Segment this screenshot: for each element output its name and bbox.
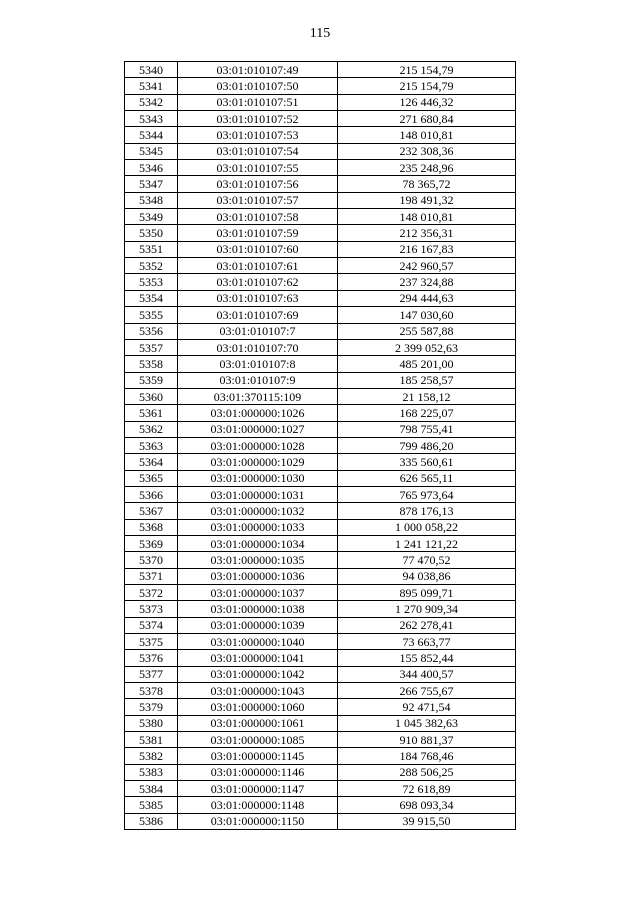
cadastral-number-cell: 03:01:000000:1026 <box>178 405 338 421</box>
cadastral-number-cell: 03:01:000000:1061 <box>178 715 338 731</box>
cadastral-number-cell: 03:01:000000:1146 <box>178 764 338 780</box>
cadastral-number-cell: 03:01:010107:61 <box>178 258 338 274</box>
cadastral-value-cell: 94 038,86 <box>338 568 516 584</box>
cadastral-value-cell: 271 680,84 <box>338 111 516 127</box>
table-row <box>125 258 516 274</box>
row-number-cell: 5376 <box>125 650 178 666</box>
cadastral-number-cell: 03:01:010107:9 <box>178 372 338 388</box>
row-number-cell: 5353 <box>125 274 178 290</box>
cadastral-value-cell: 72 618,89 <box>338 781 516 797</box>
row-number-cell: 5345 <box>125 143 178 159</box>
cadastral-number-cell: 03:01:010107:53 <box>178 127 338 143</box>
table-row <box>125 535 516 551</box>
table-row <box>125 209 516 225</box>
table-row <box>125 732 516 748</box>
cadastral-value-cell: 155 852,44 <box>338 650 516 666</box>
cadastral-value-cell: 168 225,07 <box>338 405 516 421</box>
table-body <box>125 62 516 830</box>
cadastral-value-cell: 184 768,46 <box>338 748 516 764</box>
table-row <box>125 715 516 731</box>
cadastral-value-cell: 237 324,88 <box>338 274 516 290</box>
cadastral-value-cell: 266 755,67 <box>338 683 516 699</box>
cadastral-number-cell: 03:01:000000:1040 <box>178 634 338 650</box>
cadastral-value-cell: 77 470,52 <box>338 552 516 568</box>
table-row <box>125 748 516 764</box>
cadastral-value-cell: 1 045 382,63 <box>338 715 516 731</box>
cadastral-value-cell: 698 093,34 <box>338 797 516 813</box>
row-number-cell: 5366 <box>125 486 178 502</box>
cadastral-value-cell: 344 400,57 <box>338 666 516 682</box>
table-row <box>125 470 516 486</box>
page-number: 115 <box>309 26 331 41</box>
cadastral-number-cell: 03:01:000000:1147 <box>178 781 338 797</box>
cadastral-number-cell: 03:01:010107:56 <box>178 176 338 192</box>
cadastral-number-cell: 03:01:000000:1032 <box>178 503 338 519</box>
row-number-cell: 5343 <box>125 111 178 127</box>
cadastral-value-cell: 626 565,11 <box>338 470 516 486</box>
cadastral-value-cell: 1 000 058,22 <box>338 519 516 535</box>
cadastral-value-cell: 232 308,36 <box>338 143 516 159</box>
cadastral-value-cell: 147 030,60 <box>338 307 516 323</box>
row-number-cell: 5385 <box>125 797 178 813</box>
row-number-cell: 5377 <box>125 666 178 682</box>
cadastral-value-cell: 78 365,72 <box>338 176 516 192</box>
table-row <box>125 274 516 290</box>
table-row <box>125 650 516 666</box>
table-row <box>125 568 516 584</box>
row-number-cell: 5349 <box>125 209 178 225</box>
cadastral-value-cell: 242 960,57 <box>338 258 516 274</box>
cadastral-value-table <box>124 61 516 830</box>
cadastral-number-cell: 03:01:010107:57 <box>178 192 338 208</box>
cadastral-number-cell: 03:01:000000:1038 <box>178 601 338 617</box>
cadastral-value-cell: 92 471,54 <box>338 699 516 715</box>
cadastral-number-cell: 03:01:010107:55 <box>178 160 338 176</box>
row-number-cell: 5346 <box>125 160 178 176</box>
row-number-cell: 5350 <box>125 225 178 241</box>
cadastral-number-cell: 03:01:010107:51 <box>178 94 338 110</box>
cadastral-value-cell: 1 241 121,22 <box>338 535 516 551</box>
cadastral-number-cell: 03:01:010107:70 <box>178 339 338 355</box>
cadastral-number-cell: 03:01:000000:1043 <box>178 683 338 699</box>
row-number-cell: 5354 <box>125 290 178 306</box>
table-row <box>125 503 516 519</box>
cadastral-value-cell: 198 491,32 <box>338 192 516 208</box>
table-row <box>125 160 516 176</box>
table-row <box>125 486 516 502</box>
cadastral-value-cell: 799 486,20 <box>338 437 516 453</box>
cadastral-number-cell: 03:01:000000:1033 <box>178 519 338 535</box>
cadastral-value-cell: 288 506,25 <box>338 764 516 780</box>
cadastral-number-cell: 03:01:000000:1034 <box>178 535 338 551</box>
row-number-cell: 5347 <box>125 176 178 192</box>
cadastral-number-cell: 03:01:000000:1039 <box>178 617 338 633</box>
table-row <box>125 290 516 306</box>
row-number-cell: 5369 <box>125 535 178 551</box>
row-number-cell: 5375 <box>125 634 178 650</box>
table-row <box>125 225 516 241</box>
row-number-cell: 5355 <box>125 307 178 323</box>
row-number-cell: 5362 <box>125 421 178 437</box>
table-row <box>125 634 516 650</box>
cadastral-value-cell: 73 663,77 <box>338 634 516 650</box>
cadastral-value-cell: 212 356,31 <box>338 225 516 241</box>
cadastral-number-cell: 03:01:000000:1029 <box>178 454 338 470</box>
cadastral-value-cell: 2 399 052,63 <box>338 339 516 355</box>
cadastral-number-cell: 03:01:000000:1036 <box>178 568 338 584</box>
cadastral-number-cell: 03:01:000000:1031 <box>178 486 338 502</box>
row-number-cell: 5360 <box>125 388 178 404</box>
row-number-cell: 5384 <box>125 781 178 797</box>
cadastral-number-cell: 03:01:010107:8 <box>178 356 338 372</box>
cadastral-number-cell: 03:01:010107:60 <box>178 241 338 257</box>
table-row <box>125 176 516 192</box>
cadastral-value-cell: 215 154,79 <box>338 62 516 78</box>
cadastral-value-cell: 126 446,32 <box>338 94 516 110</box>
cadastral-number-cell: 03:01:000000:1145 <box>178 748 338 764</box>
cadastral-value-cell: 215 154,79 <box>338 78 516 94</box>
cadastral-value-cell: 21 158,12 <box>338 388 516 404</box>
table-row <box>125 241 516 257</box>
cadastral-number-cell: 03:01:010107:69 <box>178 307 338 323</box>
table-row <box>125 94 516 110</box>
table-row <box>125 585 516 601</box>
row-number-cell: 5342 <box>125 94 178 110</box>
table-row <box>125 372 516 388</box>
row-number-cell: 5358 <box>125 356 178 372</box>
table-row <box>125 127 516 143</box>
table-row <box>125 78 516 94</box>
row-number-cell: 5386 <box>125 813 178 829</box>
table-row <box>125 421 516 437</box>
table-row <box>125 339 516 355</box>
table-row <box>125 388 516 404</box>
table-row <box>125 519 516 535</box>
row-number-cell: 5378 <box>125 683 178 699</box>
cadastral-value-cell: 148 010,81 <box>338 127 516 143</box>
cadastral-number-cell: 03:01:000000:1041 <box>178 650 338 666</box>
row-number-cell: 5381 <box>125 732 178 748</box>
cadastral-number-cell: 03:01:010107:54 <box>178 143 338 159</box>
table-row <box>125 781 516 797</box>
table-row <box>125 307 516 323</box>
table-row <box>125 437 516 453</box>
cadastral-value-cell: 294 444,63 <box>338 290 516 306</box>
cadastral-value-cell: 185 258,57 <box>338 372 516 388</box>
cadastral-value-cell: 485 201,00 <box>338 356 516 372</box>
table-row <box>125 192 516 208</box>
cadastral-number-cell: 03:01:010107:50 <box>178 78 338 94</box>
row-number-cell: 5361 <box>125 405 178 421</box>
row-number-cell: 5352 <box>125 258 178 274</box>
cadastral-number-cell: 03:01:010107:52 <box>178 111 338 127</box>
row-number-cell: 5363 <box>125 437 178 453</box>
cadastral-number-cell: 03:01:010107:7 <box>178 323 338 339</box>
row-number-cell: 5344 <box>125 127 178 143</box>
table-row <box>125 699 516 715</box>
cadastral-value-cell: 255 587,88 <box>338 323 516 339</box>
cadastral-value-cell: 262 278,41 <box>338 617 516 633</box>
cadastral-number-cell: 03:01:010107:59 <box>178 225 338 241</box>
cadastral-value-cell: 148 010,81 <box>338 209 516 225</box>
cadastral-number-cell: 03:01:000000:1035 <box>178 552 338 568</box>
cadastral-number-cell: 03:01:000000:1060 <box>178 699 338 715</box>
table-row <box>125 405 516 421</box>
cadastral-number-cell: 03:01:000000:1150 <box>178 813 338 829</box>
row-number-cell: 5373 <box>125 601 178 617</box>
row-number-cell: 5341 <box>125 78 178 94</box>
table-row <box>125 143 516 159</box>
row-number-cell: 5365 <box>125 470 178 486</box>
row-number-cell: 5340 <box>125 62 178 78</box>
cadastral-number-cell: 03:01:000000:1027 <box>178 421 338 437</box>
row-number-cell: 5380 <box>125 715 178 731</box>
cadastral-value-cell: 1 270 909,34 <box>338 601 516 617</box>
cadastral-number-cell: 03:01:010107:63 <box>178 290 338 306</box>
row-number-cell: 5382 <box>125 748 178 764</box>
cadastral-number-cell: 03:01:000000:1042 <box>178 666 338 682</box>
cadastral-number-cell: 03:01:010107:58 <box>178 209 338 225</box>
cadastral-value-cell: 910 881,37 <box>338 732 516 748</box>
cadastral-number-cell: 03:01:010107:62 <box>178 274 338 290</box>
table-row <box>125 683 516 699</box>
table-row <box>125 813 516 829</box>
cadastral-value-cell: 335 560,61 <box>338 454 516 470</box>
row-number-cell: 5370 <box>125 552 178 568</box>
row-number-cell: 5367 <box>125 503 178 519</box>
cadastral-number-cell: 03:01:000000:1148 <box>178 797 338 813</box>
table-row <box>125 323 516 339</box>
row-number-cell: 5357 <box>125 339 178 355</box>
row-number-cell: 5348 <box>125 192 178 208</box>
cadastral-number-cell: 03:01:000000:1028 <box>178 437 338 453</box>
table-row <box>125 552 516 568</box>
cadastral-number-cell: 03:01:000000:1085 <box>178 732 338 748</box>
row-number-cell: 5356 <box>125 323 178 339</box>
table-row <box>125 111 516 127</box>
row-number-cell: 5359 <box>125 372 178 388</box>
table-row <box>125 62 516 78</box>
row-number-cell: 5351 <box>125 241 178 257</box>
table-row <box>125 601 516 617</box>
cadastral-value-cell: 878 176,13 <box>338 503 516 519</box>
row-number-cell: 5371 <box>125 568 178 584</box>
table-row <box>125 454 516 470</box>
row-number-cell: 5364 <box>125 454 178 470</box>
cadastral-value-cell: 235 248,96 <box>338 160 516 176</box>
cadastral-number-cell: 03:01:000000:1037 <box>178 585 338 601</box>
row-number-cell: 5368 <box>125 519 178 535</box>
table-row <box>125 764 516 780</box>
cadastral-value-cell: 216 167,83 <box>338 241 516 257</box>
cadastral-number-cell: 03:01:010107:49 <box>178 62 338 78</box>
row-number-cell: 5383 <box>125 764 178 780</box>
table-row <box>125 356 516 372</box>
cadastral-value-cell: 39 915,50 <box>338 813 516 829</box>
table-row <box>125 797 516 813</box>
table-row <box>125 666 516 682</box>
row-number-cell: 5379 <box>125 699 178 715</box>
cadastral-number-cell: 03:01:370115:109 <box>178 388 338 404</box>
table-row <box>125 617 516 633</box>
row-number-cell: 5372 <box>125 585 178 601</box>
cadastral-number-cell: 03:01:000000:1030 <box>178 470 338 486</box>
cadastral-value-cell: 765 973,64 <box>338 486 516 502</box>
row-number-cell: 5374 <box>125 617 178 633</box>
cadastral-value-cell: 798 755,41 <box>338 421 516 437</box>
cadastral-value-cell: 895 099,71 <box>338 585 516 601</box>
